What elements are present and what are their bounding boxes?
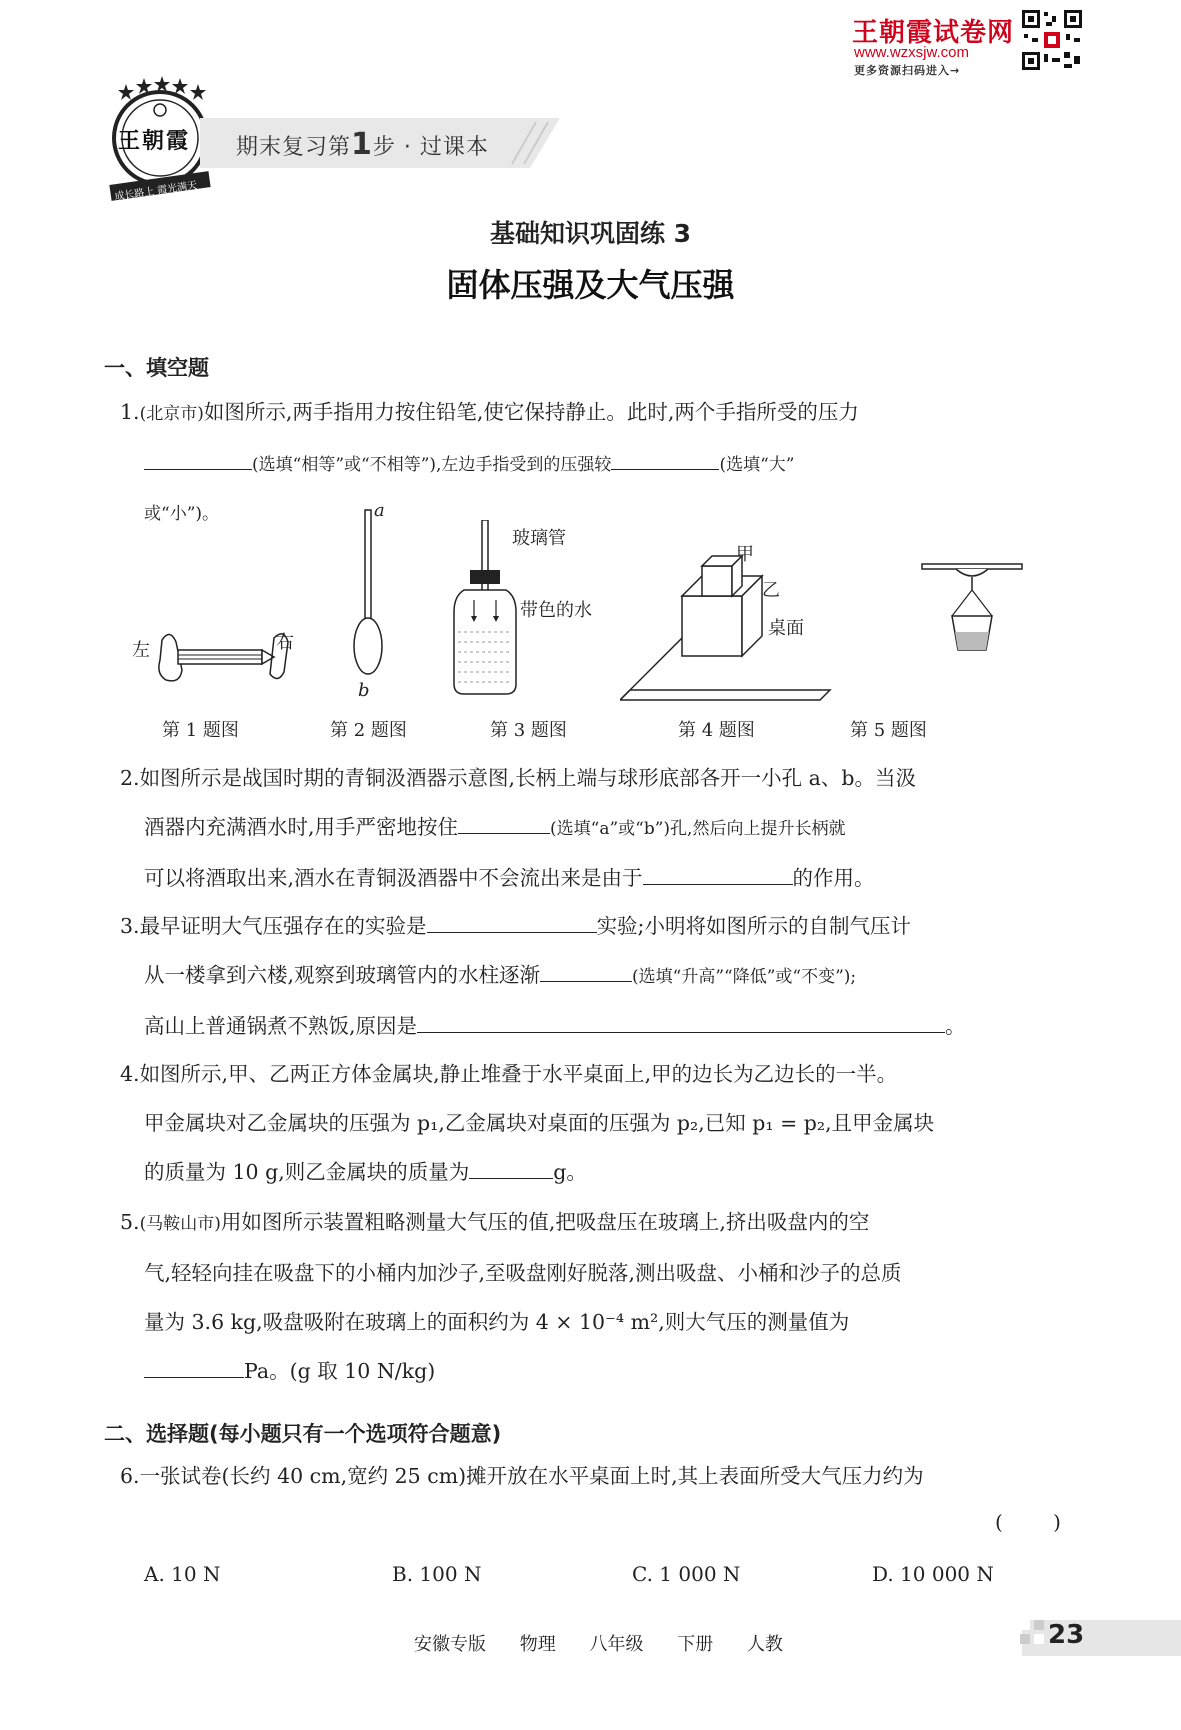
footer-publisher: 人教 <box>746 1634 783 1655</box>
question-4 <box>120 1050 1070 1197</box>
footer-edition: 安徽专版 <box>414 1634 486 1655</box>
question-text: 。 <box>945 1014 966 1038</box>
footer-term: 下册 <box>677 1634 714 1655</box>
answer-blank[interactable] <box>469 1159 553 1180</box>
cubes-figure <box>620 540 840 710</box>
fig2-label-a: a <box>374 500 385 521</box>
question-text: (选填“相等”或“不相等”),左边手指受到的压强较 <box>252 455 612 475</box>
brand-name: 王朝霞试卷网 <box>852 18 1015 48</box>
fig1-left-label: 左 <box>132 640 150 661</box>
banner-title <box>236 127 489 162</box>
fig4-yi-label: 乙 <box>762 580 780 601</box>
figure-caption-4: 第 4 题图 <box>678 720 755 741</box>
logo-text: 王朝霞 <box>118 128 191 154</box>
brand-cta: 更多资源扫码进入→ <box>854 64 961 77</box>
question-text: 的质量为 10 g,则乙金属块的质量为 <box>144 1160 470 1184</box>
question-5 <box>120 1198 1070 1396</box>
question-text: 一张试卷(长约 40 cm,宽约 25 cm)摊开放在水平桌面上时,其上表面所受大气压力约为 <box>139 1464 924 1488</box>
question-number: 4. <box>120 1062 140 1086</box>
answer-parentheses[interactable]: ( ) <box>995 1510 1083 1534</box>
answer-blank[interactable] <box>611 450 719 471</box>
fig1-right-label: 右 <box>276 632 294 653</box>
pencil-figure <box>140 620 290 690</box>
option-c[interactable]: C. 1 000 N <box>632 1562 741 1586</box>
figure-caption-3: 第 3 题图 <box>490 720 567 741</box>
question-text: 量为 3.6 kg,吸盘吸附在玻璃上的面积约为 4 × 10⁻⁴ m²,则大气压的测量值为 <box>144 1310 850 1334</box>
question-tag: (马鞍山市) <box>139 1214 221 1234</box>
banner-suffix: 步 · 过课本 <box>372 135 489 160</box>
question-text: g。 <box>553 1160 587 1184</box>
ladle-figure <box>348 504 388 704</box>
answer-blank[interactable] <box>144 1358 244 1379</box>
question-number: 1. <box>120 400 140 424</box>
question-text: 的作用。 <box>792 866 875 890</box>
brand-header <box>852 8 1082 78</box>
answer-blank[interactable] <box>427 913 597 934</box>
fig3-water-label: 带色的水 <box>520 600 592 621</box>
fig4-desk-label: 桌面 <box>768 618 804 639</box>
question-number: 3. <box>120 914 140 938</box>
question-text: 高山上普通锅煮不熟饭,原因是 <box>144 1014 418 1038</box>
question-2 <box>120 754 1070 903</box>
question-text: Pa。(g 取 10 N/kg) <box>244 1359 436 1383</box>
question-tag: (北京市) <box>139 404 204 424</box>
footer-info <box>414 1630 801 1656</box>
section-multiple-choice: 二、选择题(每小题只有一个选项符合题意) <box>104 1422 502 1446</box>
section-fill-in: 一、填空题 <box>104 356 209 380</box>
option-a[interactable]: A. 10 N <box>144 1562 221 1586</box>
question-number: 5. <box>120 1210 140 1234</box>
question-text: 实验;小明将如图所示的自制气压计 <box>596 914 911 938</box>
question-text: (选填“大” <box>719 455 795 475</box>
question-text: (选填“a”或“b”)孔,然后向上提升长柄就 <box>550 819 846 839</box>
question-text: 如图所示,甲、乙两正方体金属块,静止堆叠于水平桌面上,甲的边长为乙边长的一半。 <box>139 1062 898 1086</box>
question-number: 6. <box>120 1464 140 1488</box>
footer-subject: 物理 <box>519 1634 556 1655</box>
fig3-tube-label: 玻璃管 <box>512 528 566 549</box>
question-text: 酒器内充满酒水时,用手严密地按住 <box>144 815 459 839</box>
question-text: 气,轻轻向挂在吸盘下的小桶内加沙子,至吸盘刚好脱落,测出吸盘、小桶和沙子的总质 <box>144 1261 902 1285</box>
footer-grade: 八年级 <box>589 1634 644 1655</box>
figure-caption-5: 第 5 题图 <box>850 720 927 741</box>
suction-cup-figure <box>918 560 1028 670</box>
question-6 <box>120 1452 1070 1501</box>
question-text: 甲金属块对乙金属块的压强为 p₁,乙金属块对桌面的压强为 p₂,已知 p₁ = p₂,且甲金属块 <box>144 1111 935 1135</box>
figure-caption-1: 第 1 题图 <box>162 720 239 741</box>
page-corner-squares-icon <box>1020 1620 1046 1656</box>
question-text: 从一楼拿到六楼,观察到玻璃管内的水柱逐渐 <box>144 963 541 987</box>
question-text: 可以将酒取出来,酒水在青铜汲酒器中不会流出来是由于 <box>144 866 643 890</box>
question-3 <box>120 902 1070 1051</box>
answer-blank[interactable] <box>643 865 793 886</box>
fig4-jia-label: 甲 <box>736 544 754 565</box>
page-number: 23 <box>1048 1620 1085 1650</box>
answer-blank[interactable] <box>540 962 632 983</box>
fig2-label-b: b <box>358 680 370 701</box>
question-text: 或“小”)。 <box>144 504 220 524</box>
question-text: 如图所示是战国时期的青铜汲酒器示意图,长柄上端与球形底部各开一小孔 a、b。当汲 <box>139 766 916 790</box>
exercise-subtitle: 基础知识巩固练 3 <box>489 219 692 248</box>
figure-caption-2: 第 2 题图 <box>330 720 407 741</box>
option-d[interactable]: D. 10 000 N <box>872 1562 994 1586</box>
qr-code-icon[interactable] <box>1020 8 1084 72</box>
question-text: 用如图所示装置粗略测量大气压的值,把吸盘压在玻璃上,挤出吸盘内的空 <box>220 1210 870 1234</box>
page-title: 固体压强及大气压强 <box>446 266 735 304</box>
question-text: 最早证明大气压强存在的实验是 <box>139 914 427 938</box>
option-b[interactable]: B. 100 N <box>392 1562 482 1586</box>
brand-url[interactable]: www.wzxsjw.com <box>854 44 970 61</box>
answer-blank[interactable] <box>144 450 252 471</box>
question-text: (选填“升高”“降低”或“不变”); <box>632 967 857 987</box>
banner-step: 1 <box>351 127 373 162</box>
question-text: 如图所示,两手指用力按住铅笔,使它保持静止。此时,两个手指所受的压力 <box>203 400 859 424</box>
question-number: 2. <box>120 766 140 790</box>
logo-slogan: 成长路上 霞光满天 <box>113 180 198 203</box>
question-1 <box>120 388 1070 539</box>
answer-blank[interactable] <box>458 814 550 835</box>
banner-prefix: 期末复习第 <box>236 135 352 160</box>
answer-blank[interactable] <box>417 1013 945 1034</box>
